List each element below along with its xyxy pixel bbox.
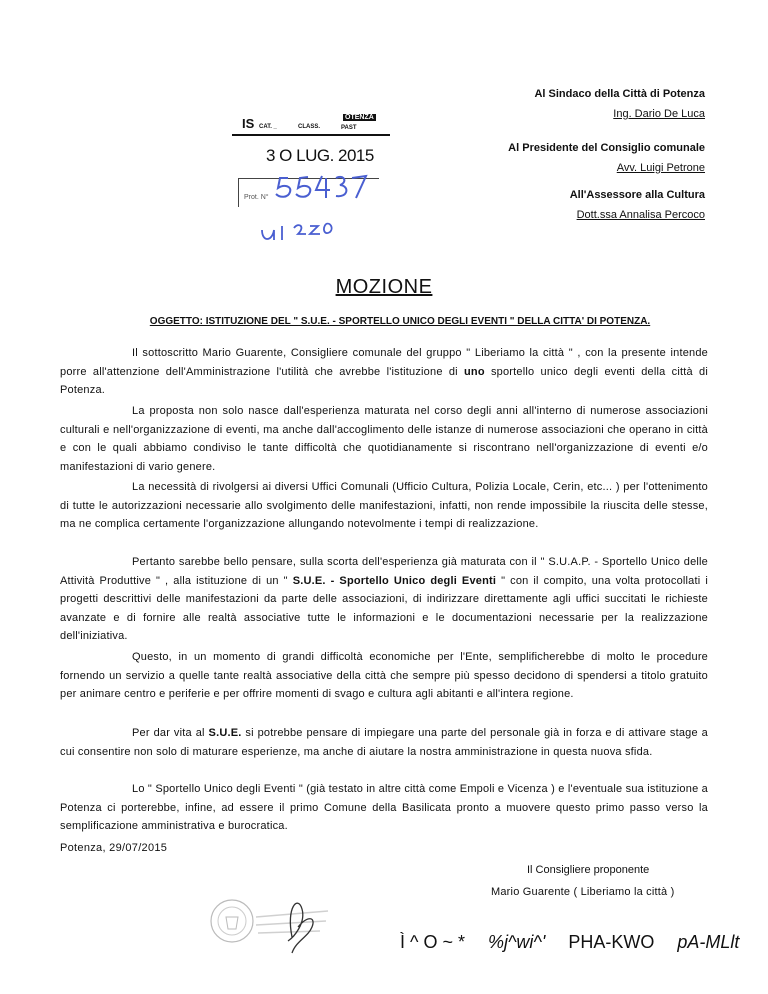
- recipient-title: Al Presidente del Consiglio comunale: [508, 142, 705, 154]
- paragraph-proposal: [60, 402, 708, 476]
- recipient-mayor: [534, 88, 705, 100]
- paragraph-text: Pertanto sarebbe bello pensare, sulla scorta dell'esperienza già maturata con il " S.U.A.P. - Sportello Unico delle Attività Produttive " , alla istituzione di un ": [60, 556, 708, 587]
- ocr-artifact: pA-MLlt: [677, 932, 740, 952]
- paragraph-bold: S.U.E.: [208, 727, 242, 739]
- stamp-protocol-label: Prot. N°: [244, 194, 269, 201]
- recipient-title: All'Assessore alla Cultura: [569, 189, 705, 201]
- paragraph-staff: [60, 724, 708, 761]
- signer-role: Il Consigliere proponente: [527, 864, 650, 876]
- paragraph-economics: [60, 648, 708, 704]
- signer-name: Mario Guarente ( Liberiamo la città ): [491, 886, 675, 898]
- paragraph-text: Questo, in un momento di grandi difficoltà economiche per l'Ente, semplificherebbe di molto le procedure fornendo un servizio a quelle tante realtà associative della città che sempre più spesso decidono di spendersi a titolo gratuito per animare centro e periferie e per offrire momenti di svago e cultura agli abitanti e all'intera regione.: [60, 651, 708, 701]
- recipient-mayor-name: [613, 108, 705, 120]
- recipient-name: Dott.ssa Annalisa Percoco: [576, 209, 705, 221]
- recipient-culture-assessor: [570, 189, 705, 201]
- recipient-title: Al Sindaco della Città di Potenza: [534, 88, 705, 100]
- ocr-artifact-line: [400, 932, 757, 953]
- paragraph-bold: uno: [464, 365, 485, 378]
- paragraph-text: La necessità di rivolgersi ai diversi Uffici Comunali (Ufficio Cultura, Polizia Locale, Cerin, etc... ) per l'ottenimento di tutte le autorizzazioni necessarie allo svolgimento delle manifestazioni, infatti, non rende impossibile la riuscita delle stesse, ma ne complica certamente l'organizzazione allungando notevolmente i tempi di realizzazione.: [60, 481, 708, 531]
- document-title: MOZIONE: [335, 276, 433, 298]
- paragraph-text: La proposta non solo nasce dall'esperienza maturata nel corso degli anni all'interno di numerose associazioni culturali e nell'organizzazione di eventi, ma anche dall'accoglimento delle istanze di numerose associazioni che operano in città e con le quali abbiamo condiviso le tante difficoltà che quotidianamente si riscontrano nell'organizzazione di eventi e/o manifestazioni di vario genere.: [60, 405, 708, 473]
- recipient-council-president-name: [617, 162, 705, 174]
- stamp-class: CLASS.: [298, 124, 321, 130]
- recipient-culture-assessor-name: [577, 209, 705, 221]
- paragraph-offices: [60, 478, 708, 534]
- paragraph-text: " con il compito, una volta protocollati i progetti descrittivi delle manifestazioni da parte delle associazioni, di indirizzare direttamente agli uffici succitati le richieste avanzate e di fornire alle realtà associative tutte le informazioni e le documentazioni necessarie per la realizzazione dell'iniziativa.: [60, 574, 708, 643]
- paragraph-sue: [60, 553, 708, 646]
- ocr-artifact: PHA-KWO: [568, 932, 655, 952]
- stamp-past: PAST: [341, 125, 357, 131]
- paragraph-text: Per dar vita al: [132, 727, 209, 739]
- recipient-name: Ing. Dario De Luca: [613, 108, 705, 120]
- ocr-artifact: Ì ^ O ~ *: [400, 932, 465, 952]
- stamp-cat: CAT. _: [259, 124, 277, 130]
- paragraph-conclusion: [60, 780, 708, 836]
- stamp-is: IS: [242, 116, 255, 131]
- stamp-date: 3 O LUG. 2015: [266, 146, 374, 165]
- handwritten-protocol-number: [240, 170, 380, 260]
- document-subject: OGGETTO: ISTITUZIONE DEL " S.U.E. - SPORTELLO UNICO DEGLI EVENTI " DELLA CITTA' DI POTENZA.: [149, 316, 651, 327]
- official-seal: [208, 897, 388, 957]
- stamp-city: OTENZA: [345, 114, 374, 121]
- paragraph-text: Lo " Sportello Unico degli Eventi " (già testato in altre città come Empoli e Vicenza ) e l'eventuale sua istituzione a Potenza ci porterebbe, infine, ad essere il primo Comune della Basilicata pronto a muovere questo primo passo verso la semplificazione amministrativa e burocratica.: [60, 783, 708, 833]
- recipient-council-president: [508, 142, 705, 154]
- place-date: Potenza, 29/07/2015: [60, 842, 168, 854]
- paragraph-bold: S.U.E. - Sportello Unico degli Eventi: [292, 574, 497, 587]
- paragraph-text: sportello unico degli eventi della città di Potenza.: [60, 365, 709, 397]
- paragraph-intro: [60, 344, 708, 400]
- recipient-name: Avv. Luigi Petrone: [616, 162, 705, 174]
- paragraph-text: Il sottoscritto Mario Guarente, Consigliere comunale del gruppo " Liberiamo la città " , con la presente intende porre all'attenzione dell'Amministrazione l'utilità che avrebbe l'istituzione di: [60, 347, 708, 378]
- ocr-artifact: %j^wi^': [487, 932, 546, 952]
- paragraph-text: si potrebbe pensare di impiegare una parte del personale già in forza e di attivare stage a cui consentire non solo di maturare esperienze, ma anche di aiutare la nostra amministrazione in questa nuova sfida.: [60, 727, 708, 758]
